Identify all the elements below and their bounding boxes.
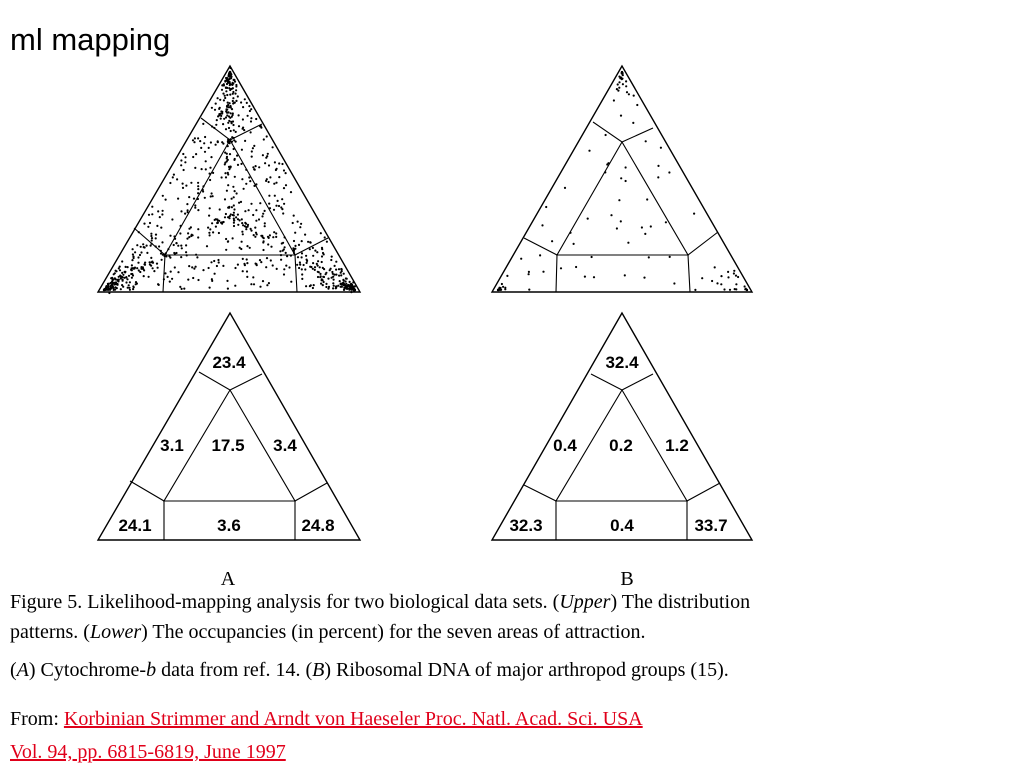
caption-line-1: Figure 5. Likelihood-mapping analysis for two biological data sets. (Upper) The distribution [10, 591, 751, 613]
triangle-lower-b [492, 313, 752, 540]
occupancy-a-bottom: 3.6 [217, 516, 241, 535]
occupancy-a-bottom-left: 24.1 [118, 516, 152, 535]
citation-link-1[interactable]: Korbinian Strimmer and Arndt von Haeseler Proc. Natl. Acad. Sci. USA [63, 708, 643, 730]
occupancy-b-top: 32.4 [605, 353, 639, 372]
source-line [10, 708, 643, 731]
triangle-lower-a [98, 313, 360, 540]
caption-line-2: patterns. (Lower) The occupancies (in percent) for the seven areas of attraction. [10, 621, 646, 643]
occupancy-b-right: 1.2 [665, 436, 689, 455]
caption-line-3: (A) Cytochrome-b data from ref. 14. (B) Ribosomal DNA of major arthropod groups (15). [10, 659, 729, 681]
scatter-points-b [497, 71, 748, 291]
occupancy-a-right: 3.4 [273, 436, 297, 455]
occupancy-a-center: 17.5 [211, 436, 245, 455]
triangle-upper-a [98, 66, 360, 294]
occupancy-b-bottom: 0.4 [610, 516, 634, 535]
occupancy-b-bottom-left: 32.3 [509, 516, 543, 535]
panel-label-a: A [220, 568, 236, 590]
occupancy-a-top: 23.4 [212, 353, 246, 372]
page-title: ml mapping [10, 22, 171, 57]
scatter-points-a [103, 67, 356, 294]
occupancy-a-bottom-right: 24.8 [301, 516, 335, 535]
occupancy-a-left: 3.1 [160, 436, 184, 455]
panel-label-b: B [620, 568, 634, 590]
triangle-upper-b [492, 66, 752, 292]
likelihood-mapping-figure [0, 60, 1024, 590]
source-line-2 [10, 741, 286, 764]
occupancy-b-bottom-right: 33.7 [694, 516, 728, 535]
occupancy-b-center: 0.2 [609, 436, 633, 455]
occupancy-b-left: 0.4 [553, 436, 577, 455]
from-label: From: [10, 708, 59, 730]
citation-link-2[interactable]: Vol. 94, pp. 6815-6819, June 1997 [10, 741, 286, 763]
